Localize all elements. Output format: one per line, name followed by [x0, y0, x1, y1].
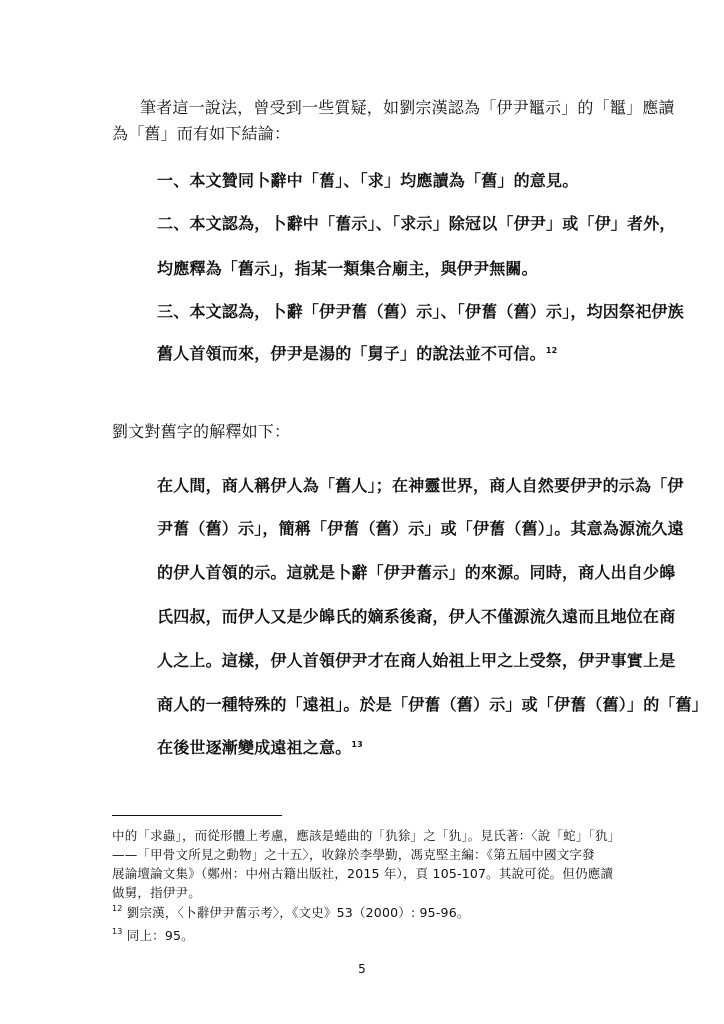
quote1-line-1: 一、本文贊同卜辭中「𦾔」、「求」均應讀為「舊」的意見。: [157, 171, 579, 190]
mid-text: 劉文對舊字的解釋如下：: [112, 422, 291, 441]
quote2-line-2: 尹𦾔（舊）示」，簡稱「伊𦾔（舊）示」或「伊𦾔（舊）」。其意為源流久遠: [157, 519, 684, 538]
footnote-12-number: 12: [112, 904, 123, 913]
intro-line-1: 筆者這一說法，曾受到一些質疑，如劉宗漢認為「伊尹䵹示」的「䵹」應讀: [140, 98, 675, 117]
footnote-cont-line-4: 做舅，指伊尹。: [112, 885, 201, 900]
quote1-line-2: 二、本文認為，卜辭中「𦾔示」、「求示」除冠以「伊尹」或「伊」者外，: [157, 214, 676, 233]
footnote-ref-12: 12: [545, 346, 558, 355]
quote2-line-6: 商人的一種特殊的「遠祖」。於是「伊𦾔（舊）示」或「伊𦾔（舊）」的「舊」: [157, 695, 709, 714]
quote2-line-5: 人之上。這樣，伊人首領伊尹才在商人始祖上甲之上受祭，伊尹事實上是: [157, 651, 676, 670]
quote1-line-5: [157, 341, 557, 364]
footnote-13: [112, 926, 194, 944]
footnote-13-text: 同上：95。: [126, 928, 194, 943]
quote2-line-7-text: 在後世逐漸變成遠祖之意。: [157, 738, 352, 757]
quote2-line-3: 的伊人首領的示。這就是卜辭「伊尹𦾔示」的來源。同時，商人出自少皞: [157, 563, 676, 582]
quote1-line-4: 三、本文認為，卜辭「伊尹𦾔（舊）示」、「伊𦾔（舊）示」，均因祭祀伊族: [157, 302, 684, 321]
page-number: 5: [358, 962, 366, 976]
quote1-line-3: 均應釋為「舊示」，指某一類集合廟主，與伊尹無關。: [157, 259, 538, 278]
quote1-line-5-text: 舊人首領而來，伊尹是湯的「舅子」的說法並不可信。: [157, 344, 546, 363]
footnote-cont-line-1: 中的「求蟲」，而從形體上考慮，應該是蜷曲的「犰狳」之「犰」。見氏著：〈說「蛇」「犰」: [112, 828, 621, 843]
footnote-13-number: 13: [112, 927, 123, 936]
footnote-12: [112, 903, 470, 921]
quote2-line-7: [157, 735, 363, 758]
footnote-ref-13: 13: [351, 740, 363, 749]
footnote-12-text: 劉宗漢，〈卜辭伊尹𦾔示考〉，《文史》53（2000）: 95-96。: [126, 905, 470, 920]
footnote-cont-line-3: 展論壇論文集》（鄭州：中州古籍出版社，2015 年），頁 105-107。其說可從。但仍應讀: [112, 866, 614, 881]
quote2-line-4: 氏四叔，而伊人又是少皞氏的嫡系後裔，伊人不僅源流久遠而且地位在商: [157, 607, 676, 626]
footnote-cont-line-2: ——「甲骨文所見之動物」之十五〉，收錄於李學勤，馮克堅主編：《第五屆中國文字發: [112, 847, 595, 862]
quote2-line-1: 在人間，商人稱伊人為「舊人」；在神靈世界，商人自然要伊尹的示為「伊: [157, 476, 684, 495]
intro-line-2: 為「舊」而有如下結論：: [112, 124, 291, 143]
footnote-separator: [112, 815, 282, 816]
